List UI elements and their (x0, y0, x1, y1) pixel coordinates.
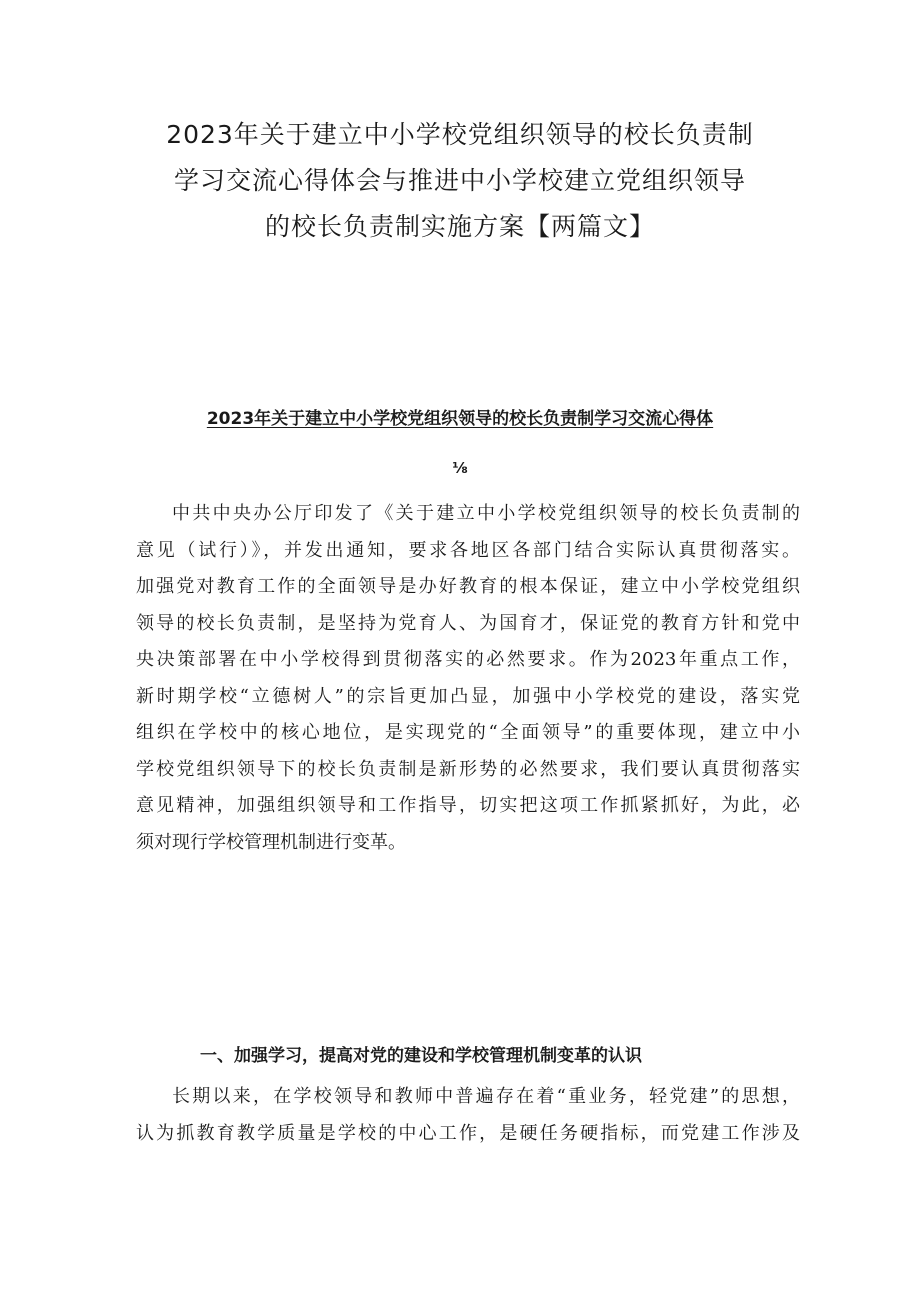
section-title-continuation: ⅛ (452, 459, 468, 477)
body-paragraph (136, 496, 800, 861)
section-title: 2023年关于建立中小学校党组织领导的校长负责制学习交流心得体 (206, 409, 714, 429)
document-title-line: 的校长负责制实施方案【两篇文】 (264, 212, 655, 241)
paragraph-line: 新时期学校“立德树人”的宗旨更加凸显，加强中小学校党的建设，落实党 (136, 685, 800, 707)
paragraph-line: 加强党对教育工作的全面领导是办好教育的根本保证，建立中小学校党组织 (136, 576, 800, 597)
paragraph-line: 中共中央办公厅印发了《关于建立中小学校党组织领导的校长负责制的 (172, 503, 800, 524)
paragraph-line: 认为抓教育教学质量是学校的中心工作，是硬任务硬指标，而党建工作涉及 (136, 1122, 800, 1144)
paragraph-line: 组织在学校中的核心地位，是实现党的“全面领导”的重要体现，建立中小 (136, 722, 800, 743)
document-title-line: 2023年关于建立中小学校党组织领导的校长负责制 (166, 120, 754, 149)
paragraph-line: 领导的校长负责制，是坚持为党育人、为国育才，保证党的教育方针和党中 (136, 612, 800, 634)
document-title (110, 112, 810, 250)
paragraph-line: 意见（试行）》，并发出通知，要求各地区各部门结合实际认真贯彻落实。 (136, 539, 800, 561)
document-title-line: 学习交流心得体会与推进中小学校建立党组织领导 (173, 166, 746, 195)
paragraph-line: 意见精神，加强组织领导和工作指导，切实把这项工作抓紧抓好，为此，必 (136, 795, 800, 816)
paragraph-line: 学校党组织领导下的校长负责制是新形势的必然要求，我们要认真贯彻落实 (136, 758, 800, 780)
paragraph-line: 须对现行学校管理机制进行变革。 (136, 831, 406, 853)
paragraph-line: 央决策部署在中小学校得到贯彻落实的必然要求。作为2023年重点工作， (136, 649, 800, 670)
paragraph-line: 长期以来，在学校领导和教师中普遍存在着“重业务，轻党建”的思想， (172, 1086, 800, 1107)
subheading: 一、加强学习，提高对党的建设和学校管理机制变革的认识 (200, 1046, 642, 1066)
body-paragraph (136, 1079, 800, 1152)
